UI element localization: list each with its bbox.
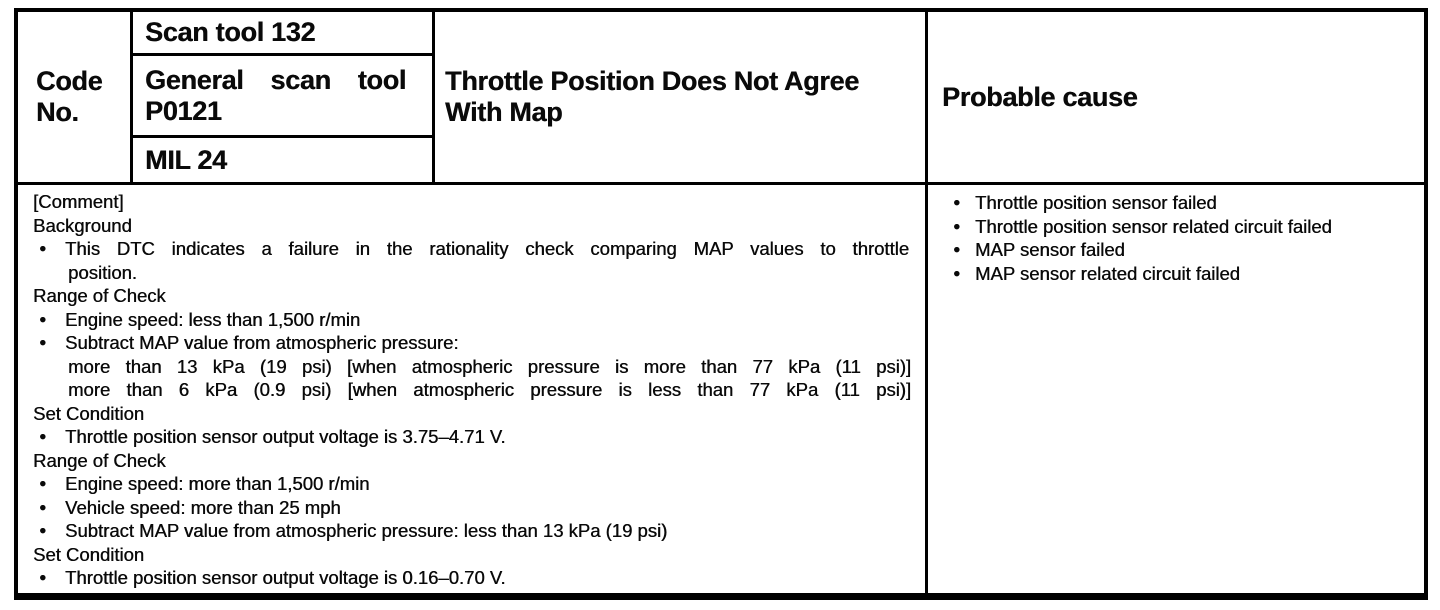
bullet-icon: ● (39, 570, 47, 584)
bullet-icon: ● (39, 241, 47, 255)
comment-line-text: Throttle position sensor output voltage is 3.75–4.71 V. (65, 426, 506, 447)
probable-cause-text: MAP sensor failed (975, 239, 1125, 260)
general-scan-tool-label-line: General scan tool (145, 64, 406, 95)
comment-line-text: Vehicle speed: more than 25 mph (65, 496, 341, 518)
dtc-code-table (14, 8, 1428, 600)
dtc-title-line: With Map (445, 97, 563, 127)
scan-tool-stack-cell (133, 12, 435, 185)
bullet-icon: ● (39, 476, 47, 490)
mil-label: MIL 24 (145, 144, 227, 175)
probable-cause-text: Throttle position sensor related circuit failed (975, 215, 1332, 237)
probable-cause-item (928, 238, 1416, 262)
comment-line: Set Condition (33, 543, 145, 565)
bullet-icon: ● (39, 311, 47, 326)
code-no-label-line: Code (36, 66, 103, 96)
bullet-icon: ● (953, 265, 961, 280)
general-scan-tool-code: P0121 (145, 95, 222, 126)
comment-line (18, 425, 925, 449)
comment-line: Range of Check (33, 449, 166, 471)
mil-cell (133, 138, 432, 182)
probable-cause-item (928, 262, 1416, 286)
comment-line: Set Condition (33, 402, 145, 424)
comment-line (18, 308, 925, 332)
bullet-icon: ● (953, 195, 961, 209)
scan-tool-cell (133, 12, 432, 56)
comment-cell (18, 185, 928, 593)
probable-cause-item (928, 215, 1416, 239)
general-scan-tool-cell (133, 56, 432, 138)
comment-line (18, 331, 925, 355)
bullet-icon: ● (39, 499, 47, 514)
probable-cause-label: Probable cause (942, 81, 1138, 112)
comment-line (18, 566, 925, 590)
comment-line: Background (33, 214, 132, 236)
comment-line-text: Engine speed: more than 1,500 r/min (65, 473, 370, 494)
dtc-title-cell (435, 12, 928, 185)
probable-cause-header-cell (928, 12, 1424, 185)
comment-line: position. (68, 261, 137, 283)
comment-line: more than 13 kPa (19 psi) [when atmospheric pressure is more than 77 kPa (11 psi)] (68, 355, 911, 377)
code-no-cell (18, 12, 133, 185)
comment-line (18, 496, 925, 520)
comment-line: more than 6 kPa (0.9 psi) [when atmospheric pressure is less than 77 kPa (11 psi)] (68, 379, 911, 400)
comment-line-text: Subtract MAP value from atmospheric pressure: less than 13 kPa (19 psi) (65, 520, 668, 541)
comment-line-text: Engine speed: less than 1,500 r/min (65, 308, 361, 330)
probable-cause-text: Throttle position sensor failed (975, 192, 1217, 213)
probable-cause-cell (928, 185, 1424, 593)
bullet-icon: ● (39, 523, 47, 537)
comment-line: Range of Check (33, 285, 166, 306)
scan-tool-label: Scan tool 132 (145, 17, 316, 47)
bullet-icon: ● (39, 429, 47, 443)
probable-cause-item (928, 191, 1416, 215)
bullet-icon: ● (953, 218, 961, 233)
comment-line-text: This DTC indicates a failure in the rationality check comparing MAP values to throttle (65, 238, 909, 259)
bullet-icon: ● (39, 335, 47, 349)
probable-cause-text: MAP sensor related circuit failed (975, 262, 1240, 284)
dtc-title-line: Throttle Position Does Not Agree (445, 66, 859, 96)
comment-line-text: Subtract MAP value from atmospheric pressure: (65, 332, 459, 353)
comment-line (18, 519, 925, 543)
comment-line (18, 472, 925, 496)
comment-line: [Comment] (33, 191, 124, 212)
bullet-icon: ● (953, 242, 961, 256)
code-no-label-line: No. (36, 97, 79, 127)
comment-line-text: Throttle position sensor output voltage is 0.16–0.70 V. (65, 567, 506, 588)
comment-line (18, 237, 925, 261)
